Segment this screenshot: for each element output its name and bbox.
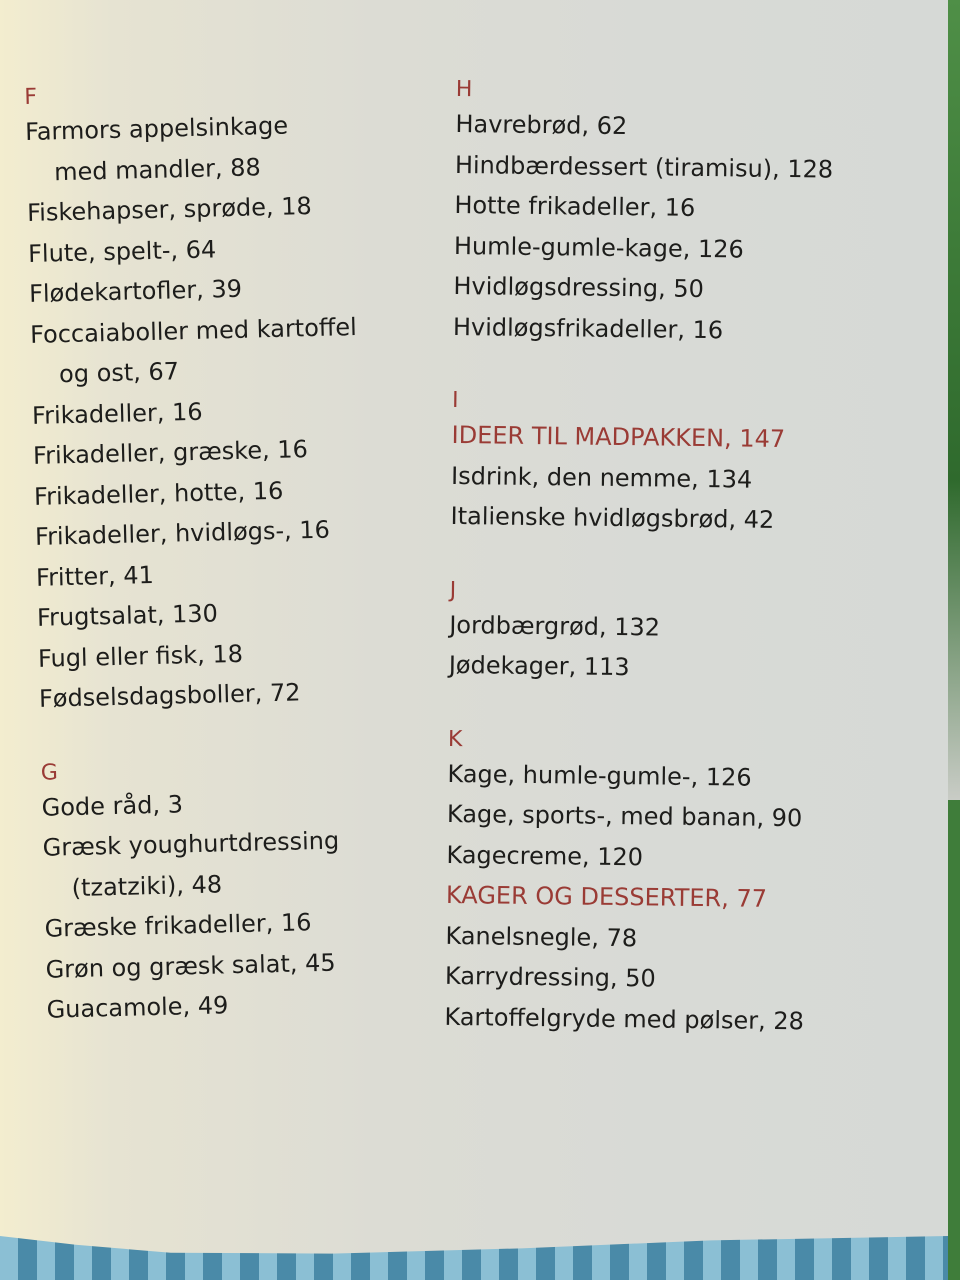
chapter-heading: KAGER OG DESSERTER, 77 [445,880,768,913]
section-letter: H [455,76,473,103]
index-entry: Isdrink, den nemme, 134 [450,461,753,494]
index-entry: Humle-gumle-kage, 126 [453,231,744,264]
section-h [453,76,835,352]
chapter-heading: IDEER TIL MADPAKKEN, 147 [451,420,786,454]
section-spacer [448,685,827,730]
index-entry: Karrydressing, 50 [444,961,656,993]
index-entry: Flute, spelt-, 64 [27,234,217,268]
section-spacer [452,347,831,392]
index-entry: Kartoffelgryde med pølser, 28 [444,1002,805,1035]
left-column [24,76,374,1030]
index-entry-continuation: (tzatziki), 48 [71,869,223,902]
section-letter: G [40,759,59,786]
index-entry: Frikadeller, hvidløgs-, 16 [34,515,331,551]
index-entry: Frugtsalat, 130 [36,599,219,632]
striped-border-decoration [0,1236,948,1280]
index-entry: Kage, humle-gumle-, 126 [447,759,752,792]
index-entry-continuation: med mandler, 88 [53,152,262,186]
index-entry: Fritter, 41 [35,560,155,592]
index-entry: Hvidløgsfrikadeller, 16 [452,312,724,344]
index-entry: Frikadeller, hotte, 16 [33,476,284,511]
index-entry: Hotte frikadeller, 16 [454,190,696,222]
index-entry: Jødekager, 113 [448,650,630,682]
section-letter: K [447,726,463,752]
section-letter: J [449,577,457,603]
index-entry: Hvidløgsdressing, 50 [453,271,705,304]
index-entry: Græske frikadeller, 16 [44,908,312,943]
index-entry: Fiskehapser, sprøde, 18 [26,192,313,227]
section-letter: I [451,387,459,414]
section-j [449,576,829,690]
index-entry: Frikadeller, 16 [31,397,203,430]
section-spacer [450,536,829,581]
index-entry: Guacamole, 49 [46,991,229,1024]
index-entry: Fødselsdagsboller, 72 [38,678,301,713]
right-column [444,76,834,1042]
index-entry: Kage, sports-, med banan, 90 [446,799,803,833]
index-entry: Jordbærgrød, 132 [449,610,661,642]
index-entry: Grøn og græsk salat, 45 [45,948,336,984]
index-entry: Farmors appelsinkage [24,111,289,146]
section-letter: F [24,84,38,110]
index-entry: Flødekartofler, 39 [28,274,243,308]
index-entry: Kanelsnegle, 78 [445,921,638,952]
section-i [450,387,830,541]
section-k [444,725,826,1041]
index-entry: Hindbærdessert (tiramisu), 128 [454,150,834,184]
index-entry: Græsk youghurtdressing [42,826,340,862]
index-entry: Fugl eller fisk, 18 [37,639,244,673]
index-entry: Kagecreme, 120 [446,840,644,871]
index-entry: Frikadeller, græske, 16 [32,435,309,470]
index-entry-continuation: og ost, 67 [58,357,180,389]
section-f [24,76,366,719]
index-entry: Foccaiaboller med kartoffel [29,312,358,349]
index-entry: Gode råd, 3 [41,789,184,822]
section-g [41,751,374,1030]
index-entry: Havrebrød, 62 [455,109,628,141]
index-entry: Italienske hvidløgsbrød, 42 [450,501,775,534]
